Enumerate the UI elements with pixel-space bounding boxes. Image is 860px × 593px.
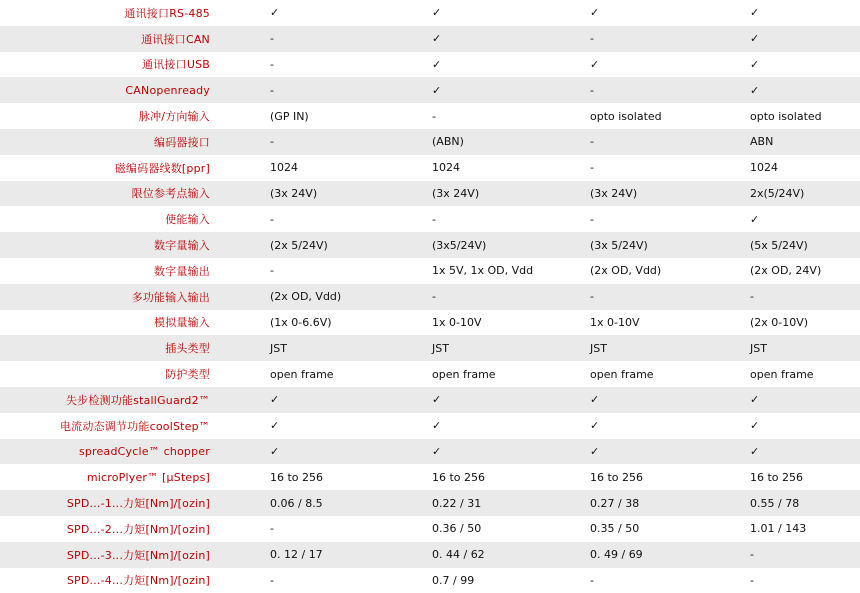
checkmark-icon: ✓	[704, 387, 860, 413]
table-cell: 16 to 256	[542, 464, 704, 490]
table-cell: 1024	[704, 155, 860, 181]
table-cell: 0.36 / 50	[380, 516, 542, 542]
checkmark-icon: ✓	[704, 52, 860, 78]
table-cell: 0. 12 / 17	[218, 542, 380, 568]
row-label: 通讯接口CAN	[0, 26, 218, 52]
table-cell: -	[218, 516, 380, 542]
table-cell: -	[380, 103, 542, 129]
table-cell: -	[542, 568, 704, 593]
table-cell: 0.55 / 78	[704, 490, 860, 516]
table-cell: (1x 0-6.6V)	[218, 310, 380, 336]
table-cell: -	[218, 206, 380, 232]
row-label: 通讯接口USB	[0, 52, 218, 78]
table-row	[0, 439, 860, 465]
table-cell: opto isolated	[542, 103, 704, 129]
table-row	[0, 310, 860, 336]
table-row	[0, 103, 860, 129]
table-cell: open frame	[542, 361, 704, 387]
checkmark-icon: ✓	[218, 0, 380, 26]
checkmark-icon: ✓	[218, 439, 380, 465]
table-cell: -	[704, 542, 860, 568]
table-cell: -	[218, 77, 380, 103]
checkmark-icon: ✓	[704, 0, 860, 26]
table-row	[0, 568, 860, 593]
table-row	[0, 413, 860, 439]
checkmark-icon: ✓	[380, 77, 542, 103]
table-cell: 1.01 / 143	[704, 516, 860, 542]
table-row	[0, 206, 860, 232]
table-cell: opto isolated	[704, 103, 860, 129]
table-cell: -	[218, 52, 380, 78]
table-cell: JST	[542, 335, 704, 361]
table-cell: (2x OD, Vdd)	[218, 284, 380, 310]
row-label: 编码器接口	[0, 129, 218, 155]
table-cell: 0. 44 / 62	[380, 542, 542, 568]
checkmark-icon: ✓	[704, 77, 860, 103]
table-row	[0, 258, 860, 284]
table-cell: 16 to 256	[704, 464, 860, 490]
checkmark-icon: ✓	[542, 52, 704, 78]
table-cell: (3x 24V)	[542, 181, 704, 207]
row-label: 插头类型	[0, 335, 218, 361]
table-cell: (3x 5/24V)	[542, 232, 704, 258]
table-row	[0, 387, 860, 413]
table-cell: -	[380, 284, 542, 310]
table-cell: (2x 5/24V)	[218, 232, 380, 258]
table-cell: -	[704, 284, 860, 310]
table-row	[0, 0, 860, 26]
checkmark-icon: ✓	[704, 413, 860, 439]
table-cell: open frame	[704, 361, 860, 387]
row-label: 通讯接口RS-485	[0, 0, 218, 26]
table-row	[0, 129, 860, 155]
table-row	[0, 232, 860, 258]
table-cell: (ABN)	[380, 129, 542, 155]
table-cell: -	[218, 26, 380, 52]
table-row	[0, 77, 860, 103]
checkmark-icon: ✓	[704, 206, 860, 232]
table-cell: ABN	[704, 129, 860, 155]
table-cell: 1x 0-10V	[542, 310, 704, 336]
row-label: CANopenready	[0, 77, 218, 103]
table-cell: 0.35 / 50	[542, 516, 704, 542]
table-cell: -	[542, 129, 704, 155]
table-cell: -	[380, 206, 542, 232]
table-cell: -	[218, 129, 380, 155]
table-cell: 2x(5/24V)	[704, 181, 860, 207]
checkmark-icon: ✓	[218, 413, 380, 439]
checkmark-icon: ✓	[704, 26, 860, 52]
row-label: 数字量输出	[0, 258, 218, 284]
row-label: spreadCycle™ chopper	[0, 439, 218, 465]
table-cell: JST	[704, 335, 860, 361]
table-cell: (3x 24V)	[218, 181, 380, 207]
table-cell: (2x OD, Vdd)	[542, 258, 704, 284]
table-row	[0, 490, 860, 516]
table-cell: (2x OD, 24V)	[704, 258, 860, 284]
checkmark-icon: ✓	[542, 387, 704, 413]
table-cell: -	[542, 155, 704, 181]
table-row	[0, 26, 860, 52]
row-label: microPlyer™ [µSteps]	[0, 464, 218, 490]
row-label: 数字量输入	[0, 232, 218, 258]
table-row	[0, 464, 860, 490]
table-cell: 0. 49 / 69	[542, 542, 704, 568]
table-cell: 0.7 / 99	[380, 568, 542, 593]
table-cell: (GP IN)	[218, 103, 380, 129]
checkmark-icon: ✓	[380, 0, 542, 26]
table-cell: -	[542, 77, 704, 103]
row-label: 使能输入	[0, 206, 218, 232]
row-label: 防护类型	[0, 361, 218, 387]
table-cell: 0.27 / 38	[542, 490, 704, 516]
table-row	[0, 181, 860, 207]
row-label: 电流动态调节功能coolStep™	[0, 413, 218, 439]
checkmark-icon: ✓	[704, 439, 860, 465]
table-row	[0, 52, 860, 78]
table-row	[0, 361, 860, 387]
table-cell: 16 to 256	[218, 464, 380, 490]
table-cell: 1x 5V, 1x OD, Vdd	[380, 258, 542, 284]
table-cell: 1024	[218, 155, 380, 181]
row-label: SPD...-4...力矩[Nm]/[ozin]	[0, 568, 218, 593]
table-cell: JST	[380, 335, 542, 361]
table-row	[0, 335, 860, 361]
table-cell: -	[218, 568, 380, 593]
table-cell: 0.22 / 31	[380, 490, 542, 516]
table-cell: JST	[218, 335, 380, 361]
row-label: SPD...-1...力矩[Nm]/[ozin]	[0, 490, 218, 516]
checkmark-icon: ✓	[380, 439, 542, 465]
checkmark-icon: ✓	[542, 413, 704, 439]
table-cell: (3x5/24V)	[380, 232, 542, 258]
table-cell: open frame	[218, 361, 380, 387]
table-cell: 0.06 / 8.5	[218, 490, 380, 516]
table-cell: 1024	[380, 155, 542, 181]
table-row	[0, 155, 860, 181]
table-cell: -	[218, 258, 380, 284]
table-row	[0, 284, 860, 310]
table-cell: 16 to 256	[380, 464, 542, 490]
checkmark-icon: ✓	[542, 439, 704, 465]
table-row	[0, 542, 860, 568]
table-cell: (3x 24V)	[380, 181, 542, 207]
checkmark-icon: ✓	[218, 387, 380, 413]
checkmark-icon: ✓	[380, 387, 542, 413]
row-label: 磁编码器线数[ppr]	[0, 155, 218, 181]
checkmark-icon: ✓	[380, 52, 542, 78]
row-label: 限位参考点输入	[0, 181, 218, 207]
row-label: SPD...-2...力矩[Nm]/[ozin]	[0, 516, 218, 542]
table-cell: open frame	[380, 361, 542, 387]
row-label: SPD...-3...力矩[Nm]/[ozin]	[0, 542, 218, 568]
checkmark-icon: ✓	[380, 413, 542, 439]
row-label: 脉冲/方向输入	[0, 103, 218, 129]
table-cell: -	[542, 26, 704, 52]
table-cell: (2x 0-10V)	[704, 310, 860, 336]
table-cell: 1x 0-10V	[380, 310, 542, 336]
table-cell: -	[542, 284, 704, 310]
row-label: 模拟量输入	[0, 310, 218, 336]
table-cell: -	[704, 568, 860, 593]
checkmark-icon: ✓	[380, 26, 542, 52]
row-label: 多功能输入输出	[0, 284, 218, 310]
table-cell: -	[542, 206, 704, 232]
table-row	[0, 516, 860, 542]
checkmark-icon: ✓	[542, 0, 704, 26]
row-label: 失步检测功能stallGuard2™	[0, 387, 218, 413]
table-cell: (5x 5/24V)	[704, 232, 860, 258]
